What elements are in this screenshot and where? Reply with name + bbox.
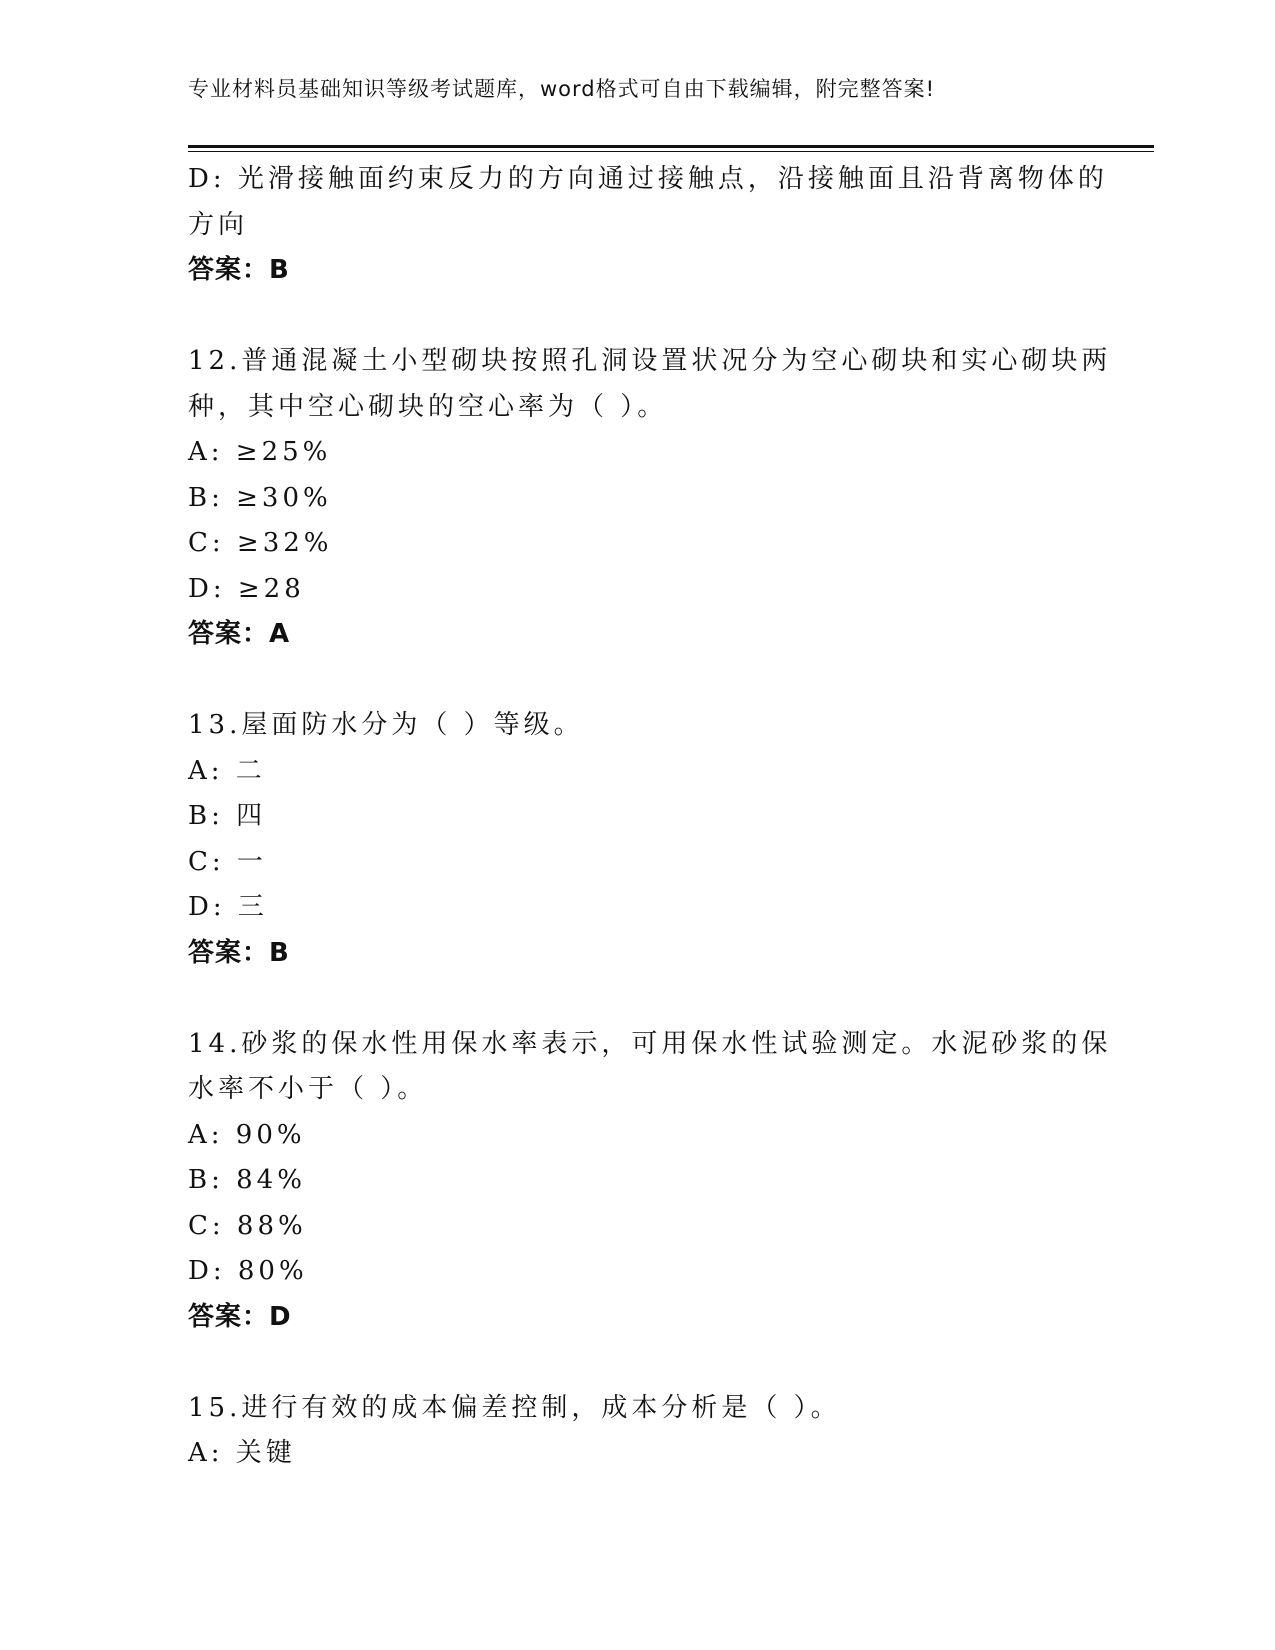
q14-text-line1: 14.砂浆的保水性用保水率表示，可用保水性试验测定。水泥砂浆的保 bbox=[188, 1028, 1112, 1059]
header-rule-thin bbox=[188, 151, 1154, 152]
prev-option-d-line1: D: 光滑接触面约束反力的方向通过接触点，沿接触面且沿背离物体的 bbox=[188, 164, 1108, 194]
q14-option-a: A: 90% bbox=[188, 1119, 306, 1150]
q12-option-b: B: ≥30% bbox=[188, 482, 332, 513]
q12-option-c: C: ≥32% bbox=[188, 528, 333, 558]
q15-text-line1: 15.进行有效的成本偏差控制，成本分析是（ ）。 bbox=[188, 1392, 841, 1423]
spacer bbox=[188, 1340, 1088, 1386]
prev-option-d-line2: 方向 bbox=[188, 209, 249, 240]
spacer bbox=[188, 294, 1088, 340]
q13-text-line1: 13.屋面防水分为（ ）等级。 bbox=[188, 710, 584, 740]
q12-option-d: D: ≥28 bbox=[188, 573, 305, 604]
header-rule-thick bbox=[188, 145, 1154, 148]
prev-answer: 答案：B bbox=[188, 255, 290, 285]
q13-option-c: C: 一 bbox=[188, 846, 267, 877]
q12-text-line2: 种，其中空心砌块的空心率为（ ）。 bbox=[188, 391, 668, 422]
spacer bbox=[188, 658, 1088, 704]
q12-text-line1: 12.普通混凝土小型砌块按照孔洞设置状况分为空心砌块和实心砌块两 bbox=[188, 346, 1112, 376]
q15-option-a: A: 关键 bbox=[188, 1438, 296, 1468]
q13-answer: 答案：B bbox=[188, 937, 290, 968]
q12-option-a: A: ≥25% bbox=[188, 437, 332, 467]
q14-answer: 答案：D bbox=[188, 1301, 292, 1332]
q13-option-d: D: 三 bbox=[188, 892, 268, 922]
q14-option-b: B: 84% bbox=[188, 1165, 306, 1195]
q14-option-c: C: 88% bbox=[188, 1210, 307, 1241]
q13-option-b: B: 四 bbox=[188, 801, 267, 831]
q14-option-d: D: 80% bbox=[188, 1256, 308, 1286]
q12-answer: 答案：A bbox=[188, 619, 291, 649]
q14-text-line2: 水率不小于（ ）。 bbox=[188, 1074, 428, 1104]
q13-option-a: A: 二 bbox=[188, 755, 266, 786]
document-body bbox=[188, 157, 1112, 1477]
page-header: 专业材料员基础知识等级考试题库，word格式可自由下载编辑，附完整答案! bbox=[188, 77, 936, 101]
spacer bbox=[188, 976, 1088, 1022]
